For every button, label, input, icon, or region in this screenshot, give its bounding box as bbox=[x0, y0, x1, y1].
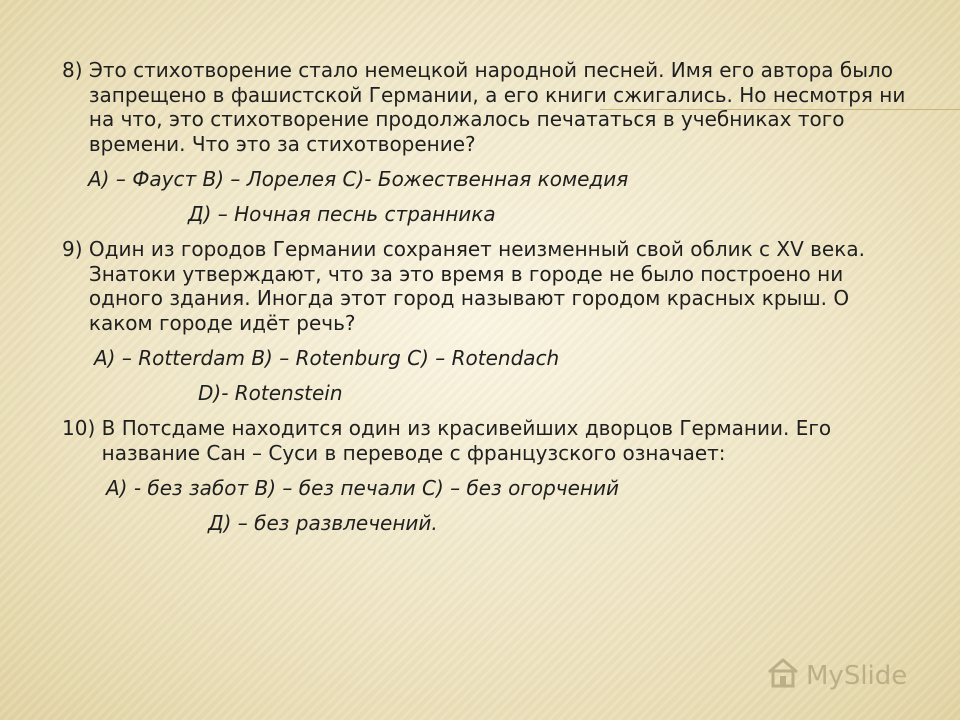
question-number: 10) bbox=[62, 416, 96, 440]
slide-content bbox=[62, 58, 912, 535]
answer-options-line-1: А) – Фауст В) – Лорелея С)- Божественная комедия bbox=[88, 167, 629, 191]
answer-options-line-2: Д) – без развлечений. bbox=[208, 511, 438, 535]
answer-options-line-1: A) – Rotterdam B) – Rotenburg C) – Rotendach bbox=[94, 346, 560, 370]
question-9 bbox=[62, 237, 912, 405]
question-body: В Потсдаме находится один из красивейших дворцов Германии. Его название Сан – Суси в переводе с французского означает: bbox=[101, 416, 832, 465]
watermark-label: MySlide bbox=[806, 661, 908, 691]
question-text bbox=[62, 237, 912, 335]
question-body: Это стихотворение стало немецкой народной песней. Имя его автора было запрещено в фашистской Германии, а его книги сжигались. Но несмотря ни на что, это стихотворение продолжалось печататься в учебниках того времени. Что это за стихотворение? bbox=[88, 58, 906, 156]
house-logo-icon bbox=[766, 657, 806, 696]
question-body: Один из городов Германии сохраняет неизменный свой облик с XV века. Знатоки утверждают, что за это время в городе не было построено ни одного здания. Иногда этот город называют городом красных крыш. О каком городе идёт речь? bbox=[88, 237, 865, 335]
answer-options-line-2: Д) – Ночная песнь странника bbox=[188, 202, 496, 226]
question-8 bbox=[62, 58, 912, 226]
watermark bbox=[766, 658, 907, 694]
answer-options-line-1: А) - без забот В) – без печали С) – без огорчений bbox=[106, 476, 619, 500]
question-number: 8) bbox=[62, 58, 83, 82]
question-text bbox=[62, 416, 912, 465]
answer-options-line-2: D)- Rotenstein bbox=[198, 381, 343, 405]
question-number: 9) bbox=[62, 237, 83, 261]
question-10 bbox=[62, 416, 912, 535]
question-text bbox=[62, 58, 912, 156]
